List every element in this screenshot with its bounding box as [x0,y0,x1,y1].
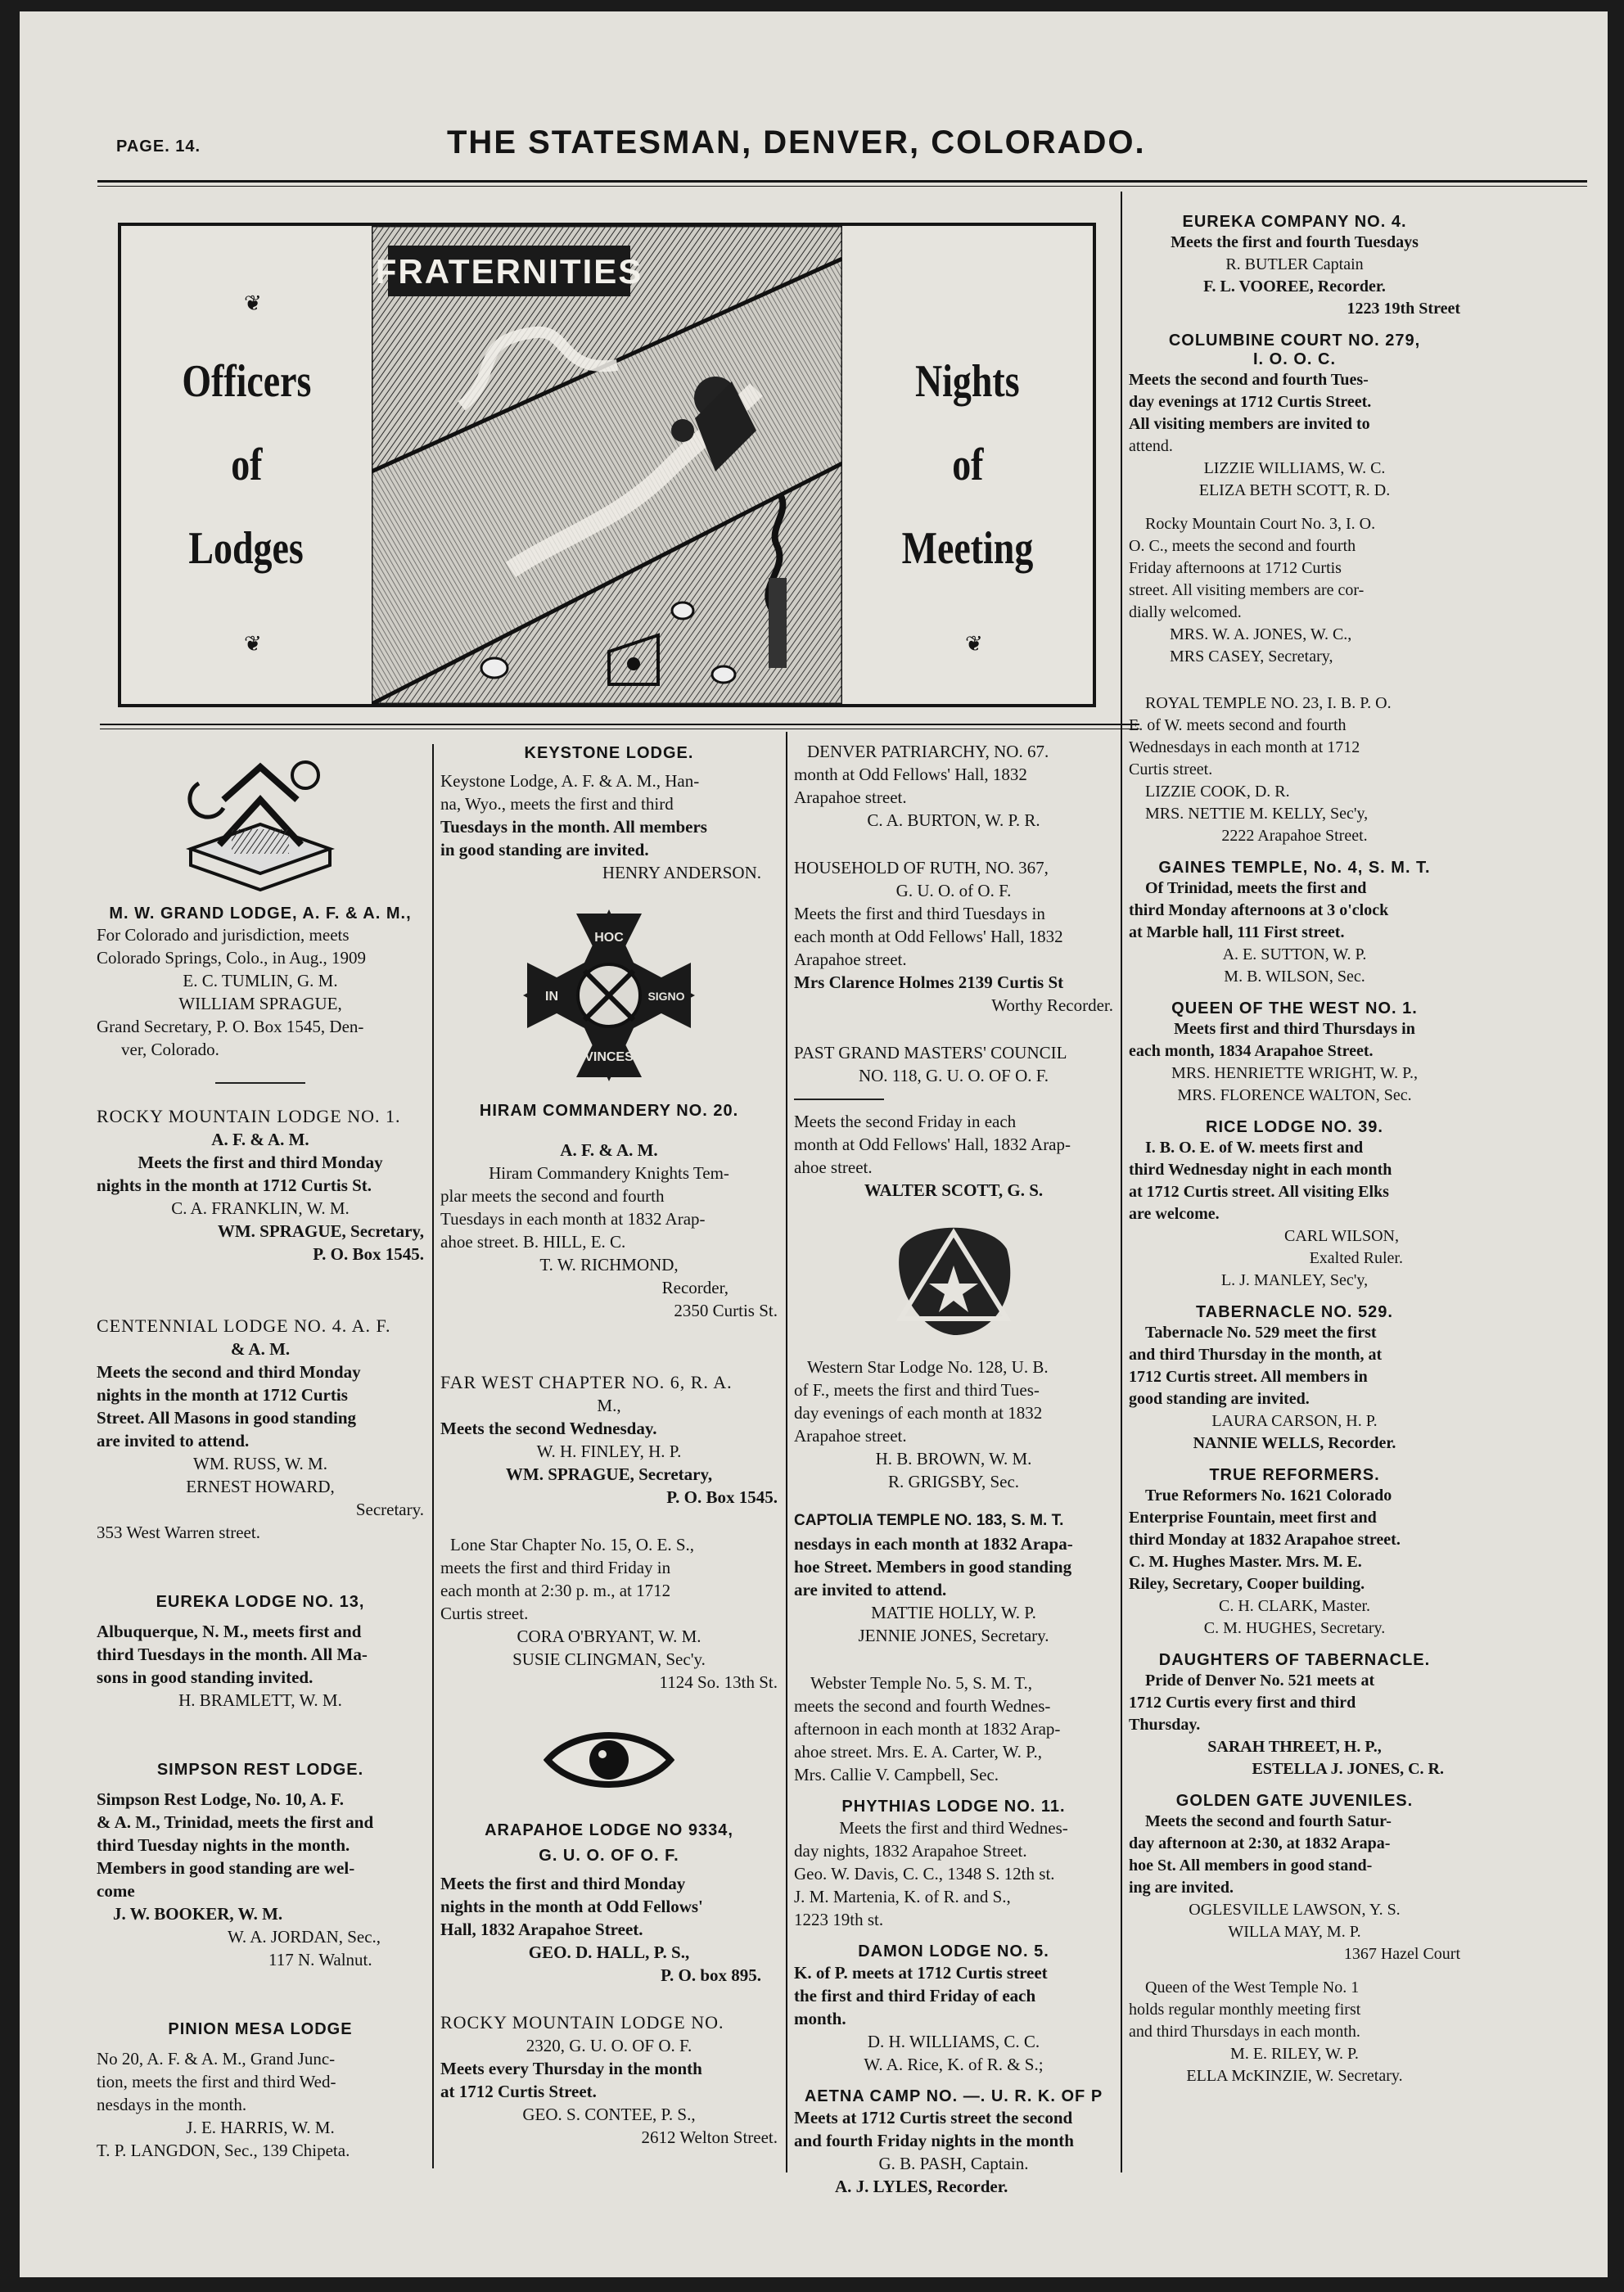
notice-line: hoe St. All members in good stand- [1129,1857,1373,1875]
officer-name: T. W. RICHMOND, [539,1255,679,1275]
notice-line: ing are invited. [1129,1879,1234,1897]
lodge-heading: TABERNACLE NO. 529. [1196,1303,1393,1321]
masthead-rule-thin [97,186,1587,187]
notice-line: na, Wyo., meets the first and third [440,794,674,814]
notice-line: and third Thursdays in each month. [1129,2023,1360,2041]
officer-name: D. H. WILLIAMS, C. C. [867,2032,1040,2051]
officer-name: M. E. RILEY, W. P. [1230,2045,1359,2063]
notice-line: and third Thursday in the month, at [1129,1346,1383,1364]
notice-line: third Monday at 1832 Arapahoe street. [1129,1531,1401,1549]
officer-name: W. H. FINLEY, H. P. [536,1442,682,1461]
notice-line: Meets the second and fourth Satur- [1145,1812,1392,1830]
notice-line: Meets every Thursday in the month [440,2059,702,2078]
banner-left-panel [121,226,372,704]
notice-line: and fourth Friday nights in the month [794,2131,1074,2150]
notice-line: meets the first and third Friday in [440,1558,671,1577]
officer-name: WM. SPRAGUE, Secretary, [217,1221,424,1241]
notice-line: nesdays in the month. [97,2095,247,2114]
officer-name: LIZZIE WILLIAMS, W. C. [1203,459,1386,477]
officer-name: CARL WILSON, [1284,1227,1399,1245]
notice-line: hoe Street. Members in good standing [794,1557,1072,1577]
notice-line: G. U. O. OF O. F. [539,1847,679,1865]
notice-line: Curtis street. [440,1604,529,1623]
notice-line: Of Trinidad, meets the first and [1145,879,1367,897]
emblem-word-signo: SIGNO [647,990,685,1003]
lodge-heading: ROCKY MOUNTAIN LODGE NO. [440,2012,724,2033]
notice-line: Curtis street. [1129,760,1213,778]
notice-line: True Reformers No. 1621 Colorado [1145,1487,1392,1505]
officer-name: G. B. PASH, Captain. [878,2154,1029,2173]
banner-word-of-2: of [951,440,984,490]
officer-name: J. W. BOOKER, W. M. [113,1904,283,1924]
notice-line: Meets at 1712 Curtis street the second [794,2108,1073,2127]
officer-name: MRS CASEY, Secretary, [1170,647,1333,665]
notice-line: each month at Odd Fellows' Hall, 1832 [794,927,1063,946]
officer-name: OGLESVILLE LAWSON, Y. S. [1189,1901,1401,1919]
notice-line: are invited to attend. [97,1431,250,1451]
column-3 [794,740,1113,2198]
notice-line: I. O. O. C. [1252,350,1336,368]
notice-line: day evenings of each month at 1832 [794,1403,1043,1423]
notice-line: meets the second and fourth Wednes- [794,1696,1051,1716]
notice-line: Recorder, [661,1278,729,1297]
notice-line: holds regular monthly meeting first [1129,2001,1361,2019]
notice-line: I. B. O. E. of W. meets first and [1145,1139,1364,1157]
notice-line: Hall, 1832 Arapahoe Street. [440,1920,643,1939]
notice-line: A. F. & A. M. [211,1130,309,1149]
notice-line: O. C., meets the second and fourth [1129,537,1356,555]
officer-name: MRS. FLORENCE WALTON, Sec. [1177,1086,1412,1104]
notice-line: are invited to attend. [794,1580,947,1599]
notice-line: Enterprise Fountain, meet first and [1129,1509,1377,1527]
column-1 [97,744,424,2162]
notice-line: Rocky Mountain Court No. 3, I. O. [1145,515,1376,533]
notice-line: Meets the first and third Monday [440,1874,686,1893]
notice-line: Meets the first and fourth Tuesdays [1171,233,1419,251]
officer-name: HENRY ANDERSON. [602,863,761,882]
officer-name: ERNEST HOWARD, [186,1477,335,1496]
notice-line: Geo. W. Davis, C. C., 1348 S. 12th st. [794,1864,1055,1884]
notice-line: 117 N. Walnut. [268,1950,372,1969]
notice-line: 1223 19th Street [1347,300,1460,318]
notice-line: month at Odd Fellows' Hall, 1832 Arap- [794,1135,1071,1154]
notice-line: third Monday afternoons at 3 o'clock [1129,901,1389,919]
notice-line: Hiram Commandery Knights Tem- [489,1163,729,1183]
western-star-emblem [884,1216,1023,1339]
lodge-heading: ARAPAHOE LODGE NO 9334, [485,1821,733,1839]
fraternities-title-box [376,246,643,296]
officer-name: WM. RUSS, W. M. [193,1454,327,1473]
notice-line: & A. M., Trinidad, meets the first and [97,1812,374,1832]
lodge-heading: HOUSEHOLD OF RUTH, NO. 367, [794,858,1049,878]
lodge-heading: ROCKY MOUNTAIN LODGE NO. 1. [97,1106,401,1126]
notice-line: Simpson Rest Lodge, No. 10, A. F. [97,1789,345,1809]
officer-name: H. BRAMLETT, W. M. [178,1690,342,1710]
officer-name: A. J. LYLES, Recorder. [835,2177,1008,2196]
notice-line: Thursday. [1129,1716,1201,1734]
notice-line: day nights, 1832 Arapahoe Street. [794,1841,1027,1861]
lodge-heading: COLUMBINE COURT NO. 279, [1168,332,1421,350]
notice-line: day afternoon at 2:30, at 1832 Arapa- [1129,1834,1391,1852]
notice-line: come [97,1881,135,1901]
banner-art-title: FRATERNITIES [375,252,643,291]
notice-line: J. M. Martenia, K. of R. and S., [794,1887,1011,1906]
masthead-title: THE STATESMAN, DENVER, COLORADO. [447,124,1146,160]
notice-line: Tuesdays in the month. All members [440,817,707,837]
officer-name: M. B. WILSON, Sec. [1224,968,1365,986]
officer-name: JENNIE JONES, Secretary. [858,1626,1049,1645]
notice-line: Keystone Lodge, A. F. & A. M., Han- [440,771,700,791]
officer-name: MRS. NETTIE M. KELLY, Sec'y, [1145,805,1369,823]
notice-line: good standing are invited. [1129,1390,1310,1408]
officer-name: C. A. BURTON, W. P. R. [867,810,1040,830]
fleuron-icon: ❦ [244,291,262,315]
officer-name: SUSIE CLINGMAN, Sec'y. [512,1649,706,1669]
notice-line: are welcome. [1129,1205,1220,1223]
officer-name: Mrs Clarence Holmes 2139 Curtis St [794,972,1064,992]
notice-line: Worthy Recorder. [991,995,1113,1015]
officer-name: ELIZA BETH SCOTT, R. D. [1198,481,1391,499]
officer-name: WILLIAM SPRAGUE, [178,994,342,1013]
column-4 [1129,213,1460,2087]
notice-line: G. U. O. of O. F. [895,881,1012,900]
officer-name: MRS. W. A. JONES, W. C., [1170,625,1352,643]
notice-line: 2222 Arapahoe Street. [1221,827,1368,845]
officer-name: LAURA CARSON, H. P. [1211,1412,1378,1430]
officer-name: T. P. LANGDON, Sec., 139 Chipeta. [97,2141,350,2160]
lodge-heading: PHYTHIAS LODGE NO. 11. [841,1798,1066,1816]
notice-line: at 1712 Curtis Street. [440,2082,597,2101]
notice-line: ver, Colorado. [121,1040,219,1059]
notice-line: third Tuesday nights in the month. [97,1835,350,1855]
notice-line: ROYAL TEMPLE NO. 23, I. B. P. O. [1145,694,1392,712]
notice-line: Arapahoe street. [794,787,907,807]
notice-line: Friday afternoons at 1712 Curtis [1129,559,1342,577]
notice-line: & A. M. [230,1339,291,1359]
fleuron-icon: ❦ [244,632,262,656]
notice-line: 2350 Curtis St. [674,1301,778,1320]
notice-line: Arapahoe street. [794,1426,907,1446]
notice-line: Albuquerque, N. M., meets first and [97,1622,362,1641]
emblem-word-hoc: HOC [594,931,624,945]
notice-line: of F., meets the first and third Tues- [794,1380,1040,1400]
lodge-heading: CAPTOLIA TEMPLE NO. 183, S. M. T. [794,1512,1064,1529]
officer-name: GEO. S. CONTEE, P. S., [522,2105,696,2124]
officer-name: Exalted Ruler. [1309,1249,1403,1267]
notice-line: third Wednesday night in each month [1129,1161,1392,1179]
notice-line: Grand Secretary, P. O. Box 1545, Den- [97,1017,364,1036]
officer-name: ESTELLA J. JONES, C. R. [1252,1760,1444,1778]
lodge-heading: EUREKA LODGE NO. 13, [156,1593,365,1611]
notice-line: 2320, G. U. O. OF O. F. [526,2036,692,2055]
notice-line: Western Star Lodge No. 128, U. B. [807,1357,1049,1377]
notice-line: C. M. Hughes Master. Mrs. M. E. [1129,1553,1362,1571]
section-separator [215,1082,305,1084]
lodge-heading: AETNA CAMP NO. —. U. R. K. OF P [804,2087,1103,2105]
notice-line: 1712 Curtis every first and third [1129,1694,1356,1712]
lodge-heading: KEYSTONE LODGE. [524,744,694,762]
notice-line: Tuesdays in each month at 1832 Arap- [440,1209,706,1229]
page-number: PAGE. 14. [116,138,201,156]
notice-line: Queen of the West Temple No. 1 [1145,1978,1360,1996]
officer-name: C. A. FRANKLIN, W. M. [171,1198,350,1218]
officer-name: J. E. HARRIS, W. M. [186,2118,335,2137]
notice-line: day evenings at 1712 Curtis Street. [1129,393,1372,411]
notice-line: Colorado Springs, Colo., in Aug., 1909 [97,948,367,968]
page-header [95,118,1585,175]
officer-name: CORA O'BRYANT, W. M. [517,1627,701,1646]
lodge-heading: GOLDEN GATE JUVENILES. [1175,1792,1414,1810]
notice-line: Webster Temple No. 5, S. M. T., [810,1673,1032,1693]
notice-line: Meets the second Wednesday. [440,1419,657,1438]
column-divider-1 [432,744,434,2168]
officer-name: A. E. SUTTON, W. P. [1222,945,1367,963]
notice-line: the first and third Friday of each [794,1986,1036,2006]
fleuron-icon: ❦ [965,632,983,656]
banner-word-meeting: Meeting [901,523,1034,574]
banner-word-officers: Officers [181,356,312,407]
officer-name: MATTIE HOLLY, W. P. [871,1603,1036,1622]
lodge-heading: DENVER PATRIARCHY, NO. 67. [807,742,1049,761]
notice-line: each month at 2:30 p. m., at 1712 [440,1581,671,1600]
lodge-heading: HIRAM COMMANDERY NO. 20. [479,1102,739,1120]
notice-line: in good standing are invited. [440,840,649,860]
officer-name: C. M. HUGHES, Secretary. [1203,1619,1386,1637]
notice-line: E. of W. meets second and fourth [1129,716,1347,734]
notice-line: ahoe street. Mrs. E. A. Carter, W. P., [794,1742,1043,1762]
fraternities-banner [118,223,1096,707]
officer-name: C. H. CLARK, Master. [1219,1597,1370,1615]
banner-word-nights: Nights [915,356,1020,407]
notice-line: Meets the first and third Wednes- [839,1818,1068,1838]
notice-line: sons in good standing invited. [97,1667,314,1687]
notice-line: Riley, Secretary, Cooper building. [1129,1575,1365,1593]
notice-line: 2612 Welton Street. [641,2127,778,2147]
lodge-heading: GAINES TEMPLE, No. 4, S. M. T. [1158,859,1431,877]
newspaper-page [20,11,1608,2277]
notice-line: street. All visiting members are cor- [1129,581,1365,599]
officer-name: H. B. BROWN, W. M. [875,1449,1032,1469]
column-2 [440,744,778,2149]
notice-line: nights in the month at 1712 Curtis St. [97,1175,372,1195]
lodge-heading: SIMPSON REST LODGE. [156,1761,364,1779]
emblem-word-vinces: VINCES [584,1050,634,1064]
lodge-heading: EUREKA COMPANY NO. 4. [1182,213,1407,231]
banner-word-of: of [230,440,263,490]
officer-name: GEO. D. HALL, P. S., [528,1942,690,1962]
notice-line: P. O. box 895. [661,1965,761,1985]
notice-line: Meets the first and third Monday [138,1153,383,1172]
officer-name: MRS. HENRIETTE WRIGHT, W. P., [1171,1064,1418,1082]
notice-line: Meets the second and third Monday [97,1362,361,1382]
officer-name: W. A. JORDAN, Sec., [228,1927,381,1947]
column-divider-2 [786,732,787,2172]
notice-line: month. [794,2009,846,2028]
notice-line: M., [597,1396,621,1415]
notice-line: nights in the month at 1712 Curtis [97,1385,348,1405]
notice-line: Secretary. [355,1500,424,1519]
notice-line: Street. All Masons in good standing [97,1408,356,1428]
officer-name: F. L. VOOREE, Recorder. [1203,277,1386,296]
lodge-heading: M. W. GRAND LODGE, A. F. & A. M., [109,905,412,923]
officer-name: NANNIE WELLS, Recorder. [1193,1434,1396,1452]
officer-name: WILLA MAY, M. P. [1228,1923,1361,1941]
notice-line: 1223 19th st. [794,1910,884,1929]
notice-line: NO. 118, G. U. O. OF O. F. [858,1066,1049,1085]
fraternities-illustration [372,226,842,704]
notice-line: nesdays in each month at 1832 Arapa- [794,1534,1073,1554]
banner-word-lodges: Lodges [188,523,304,574]
notice-line: plar meets the second and fourth [440,1186,665,1206]
notice-line: each month, 1834 Arapahoe Street. [1129,1042,1374,1060]
notice-line: at Marble hall, 111 First street. [1129,923,1345,941]
notice-line: All visiting members are invited to [1129,415,1370,433]
notice-line: attend. [1129,437,1173,455]
notice-line: Meets the first and third Tuesdays in [794,904,1045,923]
officer-name: WM. SPRAGUE, Secretary, [505,1464,713,1484]
lodge-heading: RICE LODGE NO. 39. [1206,1118,1383,1136]
notice-line: Members in good standing are wel- [97,1858,355,1878]
officer-name: R. GRIGSBY, Sec. [887,1472,1020,1491]
notice-line: P. O. Box 1545. [313,1244,424,1264]
notice-line: afternoon in each month at 1832 Arap- [794,1719,1061,1739]
officer-name: ELLA McKINZIE, W. Secretary. [1186,2067,1403,2085]
banner-bottom-rule [100,724,1139,725]
lodge-heading: DAUGHTERS OF TABERNACLE. [1158,1651,1431,1669]
notice-line: Wednesdays in each month at 1712 [1129,738,1360,756]
notice-line: A. F. & A. M. [560,1140,658,1160]
notice-line: at 1712 Curtis street. All visiting Elks [1129,1183,1389,1201]
notice-line: tion, meets the first and third Wed- [97,2072,336,2091]
notice-line: 1712 Curtis street. All members in [1129,1368,1368,1386]
notice-line: 353 West Warren street. [97,1523,260,1542]
notice-line: Arapahoe street. [794,950,907,969]
lodge-heading: PINION MESA LODGE [168,2020,353,2038]
notice-line: ahoe street. B. HILL, E. C. [440,1232,626,1252]
notice-line: 1124 So. 13th St. [659,1672,778,1692]
lodge-heading: TRUE REFORMERS. [1209,1466,1380,1484]
notice-line: Meets the second Friday in each [794,1112,1017,1131]
officer-name: SARAH THREET, H. P., [1207,1738,1382,1756]
officer-name: W. A. Rice, K. of R. & S.; [864,2055,1044,2074]
notice-line: Mrs. Callie V. Campbell, Sec. [794,1765,999,1784]
notice-line: K. of P. meets at 1712 Curtis street [794,1963,1048,1983]
notice-line: ahoe street. [794,1157,873,1177]
lodge-heading: DAMON LODGE NO. 5. [858,1942,1049,1960]
officer-name: L. J. MANLEY, Sec'y, [1220,1271,1369,1289]
notice-line: Meets first and third Thursdays in [1174,1020,1415,1038]
officer-name: LIZZIE COOK, D. R. [1145,783,1290,801]
masonic-bible-emblem [174,751,346,898]
all-seeing-eye-emblem [544,1723,674,1797]
lodge-heading: CENTENNIAL LODGE NO. 4. A. F. [97,1315,391,1336]
notice-line: No 20, A. F. & A. M., Grand Junc- [97,2049,336,2069]
notice-line: nights in the month at Odd Fellows' [440,1897,703,1916]
notice-line: For Colorado and jurisdiction, meets [97,925,350,945]
column-divider-3 [1121,192,1122,2172]
banner-right-panel [842,226,1093,704]
notice-line: third Tuesdays in the month. All Ma- [97,1645,368,1664]
lodge-heading: QUEEN OF THE WEST NO. 1. [1171,999,1418,1017]
officer-name: E. C. TUMLIN, G. M. [183,971,338,990]
notice-line: Tabernacle No. 529 meet the first [1145,1324,1377,1342]
lodge-heading: PAST GRAND MASTERS' COUNCIL [794,1043,1067,1063]
notice-line: dially welcomed. [1129,603,1242,621]
emblem-word-in: IN [545,990,558,1004]
officer-name: R. BUTLER Captain [1225,255,1364,273]
knights-templar-cross-emblem [519,905,699,1085]
notice-line: month at Odd Fellows' Hall, 1832 [794,765,1027,784]
notice-line: 1367 Hazel Court [1343,1945,1460,1963]
officer-name: WALTER SCOTT, G. S. [864,1180,1044,1200]
notice-line: Lone Star Chapter No. 15, O. E. S., [450,1535,695,1554]
section-separator [794,1099,884,1100]
notice-line: Pride of Denver No. 521 meets at [1145,1672,1375,1690]
lodge-heading: FAR WEST CHAPTER NO. 6, R. A. [440,1372,733,1392]
notice-line: Meets the second and fourth Tues- [1129,371,1369,389]
notice-line: P. O. Box 1545. [666,1487,778,1507]
masthead-rule [97,180,1587,183]
